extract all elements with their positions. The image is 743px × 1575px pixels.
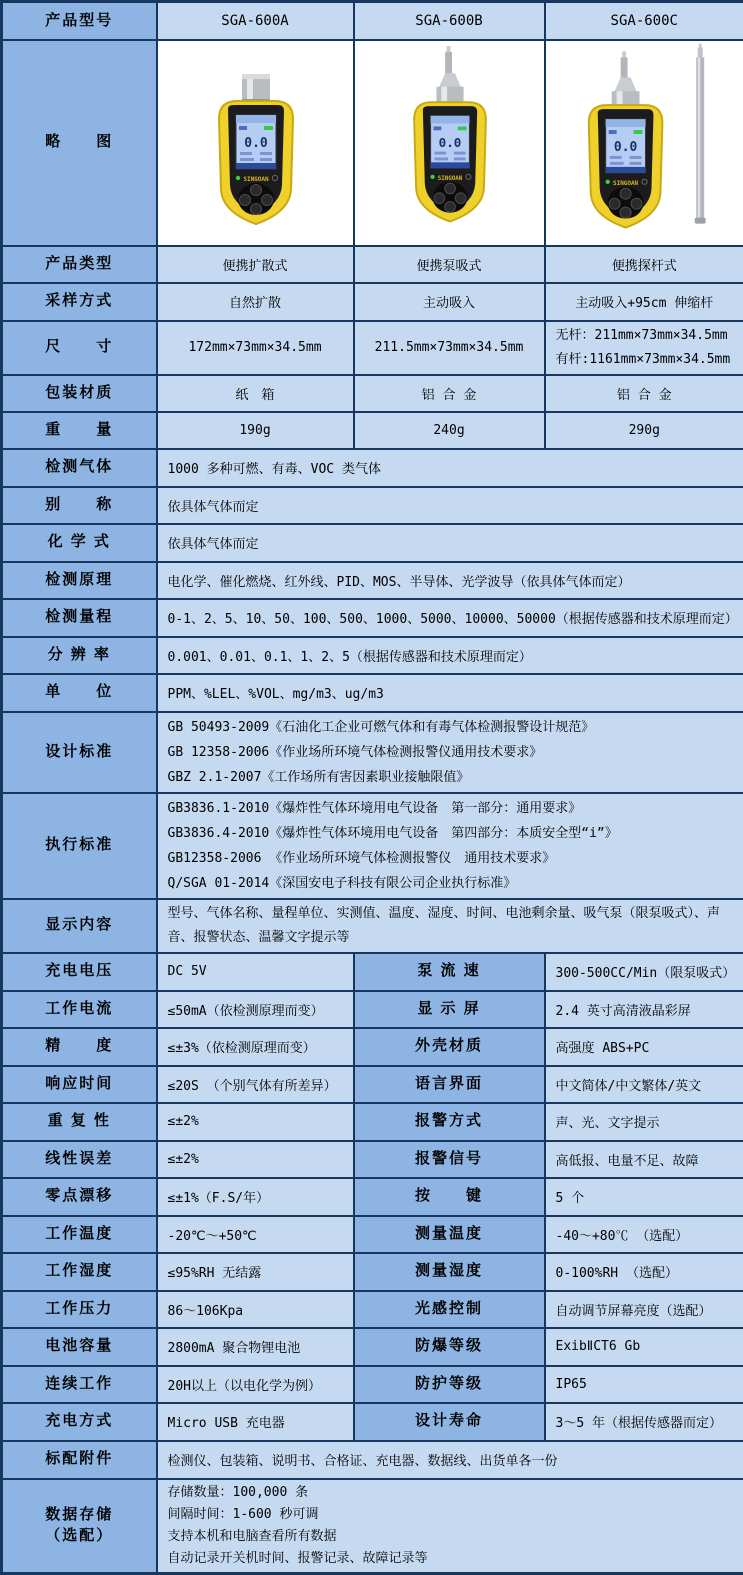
telescopic-rod [695, 43, 706, 223]
cell-value: ≤±1%（F.S/年） [157, 1178, 354, 1216]
table-row [2, 487, 743, 524]
sketch-label: 略 图 [2, 40, 157, 246]
cell-value: -40～+80℃ （选配） [545, 1216, 743, 1253]
cell-value: 2800mA 聚合物锂电池 [157, 1328, 354, 1366]
row-label: 显示内容 [2, 899, 157, 953]
row-label: 工作温度 [2, 1216, 157, 1253]
cell-value: 0-100%RH （选配） [545, 1253, 743, 1291]
row-label: 电池容量 [2, 1328, 157, 1366]
cell-value: 电化学、催化燃烧、红外线、PID、MOS、半导体、光学波导（依具体气体而定） [157, 562, 743, 599]
table-row [2, 674, 743, 712]
cell-value: 20H以上（以电化学为例） [157, 1366, 354, 1403]
pump-probe [436, 45, 463, 101]
cell-value: 190g [157, 412, 354, 449]
cell-value: 依具体气体而定 [157, 487, 743, 524]
device-with-probe [589, 51, 663, 227]
table-row-design-standard [2, 712, 743, 793]
row-label: 防爆等级 [354, 1328, 545, 1366]
row-label-line: （选配） [4, 1526, 155, 1546]
storage-line: 间隔时间：1-600 秒可调 [168, 1504, 740, 1526]
table-row [2, 1403, 743, 1441]
cell-value: PPM、%LEL、%VOL、mg/m3、ug/m3 [157, 674, 743, 712]
row-label: 别 称 [2, 487, 157, 524]
screen-reading: 0.0 [244, 136, 268, 151]
row-label: 零点漂移 [2, 1178, 157, 1216]
cell-value: 纸 箱 [157, 375, 354, 412]
row-label: 执行标准 [2, 793, 157, 899]
header-row [2, 2, 743, 40]
row-label [2, 1479, 157, 1574]
cell-value: ≤20S （个别气体有所差异） [157, 1066, 354, 1103]
standard-line: GBZ 2.1-2007《工作场所有害因素职业接触限值》 [168, 765, 740, 790]
cell-value: ExibⅡCT6 Gb [545, 1328, 743, 1366]
table-row-accessories [2, 1441, 743, 1479]
table-row [2, 449, 743, 487]
row-label: 设计寿命 [354, 1403, 545, 1441]
cell-value: 型号、气体名称、量程单位、实测值、温度、湿度、时间、电池剩余量、吸气泵（限泵吸式）、声音、报警状态、温馨文字提示等 [157, 899, 743, 953]
product-image-cell-b [354, 40, 545, 246]
row-label: 充电电压 [2, 953, 157, 991]
cell-value: 中文简体/中文繁体/英文 [545, 1066, 743, 1103]
table-row [2, 1141, 743, 1178]
cell-value: 0-1、2、5、10、50、100、500、1000、5000、10000、50000（根据传感器和技术原理而定） [157, 599, 743, 637]
cell-value: 211.5mm×73mm×34.5mm [354, 321, 545, 375]
table-row [2, 1178, 743, 1216]
cell-value: 3～5 年（根据传感器而定） [545, 1403, 743, 1441]
cell-value: Micro USB 充电器 [157, 1403, 354, 1441]
table-row [2, 991, 743, 1028]
row-label: 测量温度 [354, 1216, 545, 1253]
table-row [2, 283, 743, 321]
cell-value: 主动吸入 [354, 283, 545, 321]
row-label: 分 辨 率 [2, 637, 157, 674]
cell-value: IP65 [545, 1366, 743, 1403]
cell-value: 便携扩散式 [157, 246, 354, 283]
cell-value: 172mm×73mm×34.5mm [157, 321, 354, 375]
table-row [2, 524, 743, 562]
standard-line: GB3836.1-2010《爆炸性气体环境用电气设备 第一部分：通用要求》 [168, 796, 740, 821]
table-row-data-storage [2, 1479, 743, 1574]
cell-value [157, 712, 743, 793]
cell-value: 高低报、电量不足、故障 [545, 1141, 743, 1178]
cell-value [545, 321, 743, 375]
row-label: 检测原理 [2, 562, 157, 599]
cell-value: 主动吸入+95cm 伸缩杆 [545, 283, 743, 321]
storage-line: 支持本机和电脑查看所有数据 [168, 1526, 740, 1548]
model-name-b: SGA-600B [354, 2, 545, 40]
status-led [235, 175, 239, 179]
cell-value: 便携泵吸式 [354, 246, 545, 283]
table-row [2, 1028, 743, 1066]
row-label: 线性误差 [2, 1141, 157, 1178]
product-image-sga-600a [158, 41, 354, 240]
row-label: 工作湿度 [2, 1253, 157, 1291]
table-row-execution-standard [2, 793, 743, 899]
table-row [2, 1253, 743, 1291]
standard-line: GB 12358-2006《作业场所环境气体检测报警仪通用技术要求》 [168, 740, 740, 765]
standard-line: GB3836.4-2010《爆炸性气体环境用电气设备 第四部分：本质安全型“i”》 [168, 821, 740, 846]
row-label: 化 学 式 [2, 524, 157, 562]
sketch-row [2, 40, 743, 246]
row-label: 工作电流 [2, 991, 157, 1028]
cell-value: 便携探杆式 [545, 246, 743, 283]
model-name-a: SGA-600A [157, 2, 354, 40]
row-label: 精 度 [2, 1028, 157, 1066]
brand-text: SINGOAN [243, 176, 269, 183]
cell-value: 自然扩散 [157, 283, 354, 321]
table-row [2, 1216, 743, 1253]
row-label: 连续工作 [2, 1366, 157, 1403]
cell-value: ≤±2% [157, 1103, 354, 1141]
row-label: 单 位 [2, 674, 157, 712]
brand-text: SINGOAN [437, 175, 462, 181]
row-label: 防护等级 [354, 1366, 545, 1403]
row-label: 包装材质 [2, 375, 157, 412]
cell-value: 0.001、0.01、0.1、1、2、5（根据传感器和技术原理而定） [157, 637, 743, 674]
keypad [432, 181, 467, 212]
cell-value: 声、光、文字提示 [545, 1103, 743, 1141]
product-image-sga-600b [355, 41, 545, 240]
dimension-with-rod: 有杆:1161mm×73mm×34.5mm [556, 348, 740, 372]
table-row [2, 562, 743, 599]
dimension-without-rod: 无杆：211mm×73mm×34.5mm [556, 324, 740, 348]
standard-line: Q/SGA 01-2014《深国安电子科技有限公司企业执行标准》 [168, 871, 740, 896]
cell-value: ≤±3%（依检测原理而变） [157, 1028, 354, 1066]
row-label: 响应时间 [2, 1066, 157, 1103]
row-label: 充电方式 [2, 1403, 157, 1441]
keypad [238, 183, 274, 215]
cell-value [157, 793, 743, 899]
cell-value: ≤50mA（依检测原理而变） [157, 991, 354, 1028]
row-label: 显 示 屏 [354, 991, 545, 1028]
product-image-cell-a [157, 40, 354, 246]
row-label: 外壳材质 [354, 1028, 545, 1066]
row-label: 光感控制 [354, 1291, 545, 1328]
row-label: 工作压力 [2, 1291, 157, 1328]
row-label: 报警信号 [354, 1141, 545, 1178]
product-image-cell-c [545, 40, 743, 246]
row-label: 测量湿度 [354, 1253, 545, 1291]
row-label: 检测气体 [2, 449, 157, 487]
row-label: 报警方式 [354, 1103, 545, 1141]
row-label: 设计标准 [2, 712, 157, 793]
table-row [2, 637, 743, 674]
cell-value: 自动调节屏幕亮度（选配） [545, 1291, 743, 1328]
row-label: 尺 寸 [2, 321, 157, 375]
cell-value [157, 1479, 743, 1574]
table-row-display-content [2, 899, 743, 953]
table-row [2, 1366, 743, 1403]
cell-value: ≤95%RH 无结露 [157, 1253, 354, 1291]
status-led [430, 174, 434, 178]
table-row [2, 1103, 743, 1141]
table-row [2, 1066, 743, 1103]
standard-line: GB 50493-2009《石油化工企业可燃气体和有毒气体检测报警设计规范》 [168, 715, 740, 740]
row-label-line: 数据存储 [4, 1505, 155, 1525]
screen-reading: 0.0 [438, 134, 461, 149]
sensor-head [242, 74, 270, 102]
cell-value: 300-500CC/Min（限泵吸式） [545, 953, 743, 991]
row-label: 产品类型 [2, 246, 157, 283]
row-label: 泵 流 速 [354, 953, 545, 991]
table-row [2, 1328, 743, 1366]
row-label: 重 复 性 [2, 1103, 157, 1141]
cell-value: 290g [545, 412, 743, 449]
cell-value: ≤±2% [157, 1141, 354, 1178]
cell-value: 240g [354, 412, 545, 449]
header-label: 产品型号 [2, 2, 157, 40]
row-label: 按 键 [354, 1178, 545, 1216]
table-row [2, 412, 743, 449]
cell-value: DC 5V [157, 953, 354, 991]
row-label: 语言界面 [354, 1066, 545, 1103]
cell-value: 2.4 英寸高清液晶彩屏 [545, 991, 743, 1028]
cell-value: -20℃～+50℃ [157, 1216, 354, 1253]
row-label: 标配附件 [2, 1441, 157, 1479]
table-row [2, 599, 743, 637]
table-row-dimensions [2, 321, 743, 375]
product-image-sga-600c [546, 41, 742, 240]
screen-reading: 0.0 [614, 139, 637, 154]
model-name-c: SGA-600C [545, 2, 743, 40]
device-screen [430, 115, 469, 167]
row-label: 重 量 [2, 412, 157, 449]
table-row [2, 246, 743, 283]
cell-value: 检测仪、包装箱、说明书、合格证、充电器、数据线、出货单各一份 [157, 1441, 743, 1479]
cell-value: 铝 合 金 [354, 375, 545, 412]
storage-line: 存储数量：100,000 条 [168, 1482, 740, 1504]
brand-text: SINGOAN [613, 179, 639, 186]
standard-line: GB12358-2006 《作业场所环境气体检测报警仪 通用技术要求》 [168, 846, 740, 871]
device-screen [236, 115, 276, 169]
cell-value: 高强度 ABS+PC [545, 1028, 743, 1066]
cell-value: 86～106Kpa [157, 1291, 354, 1328]
table-row [2, 375, 743, 412]
row-label: 采样方式 [2, 283, 157, 321]
cell-value: 铝 合 金 [545, 375, 743, 412]
cell-value: 5 个 [545, 1178, 743, 1216]
cell-value: 1000 多种可燃、有毒、VOC 类气体 [157, 449, 743, 487]
row-label: 检测量程 [2, 599, 157, 637]
table-row [2, 1291, 743, 1328]
storage-line: 自动记录开关机时间、报警记录、故障记录等 [168, 1548, 740, 1570]
table-row [2, 953, 743, 991]
cell-value: 依具体气体而定 [157, 524, 743, 562]
